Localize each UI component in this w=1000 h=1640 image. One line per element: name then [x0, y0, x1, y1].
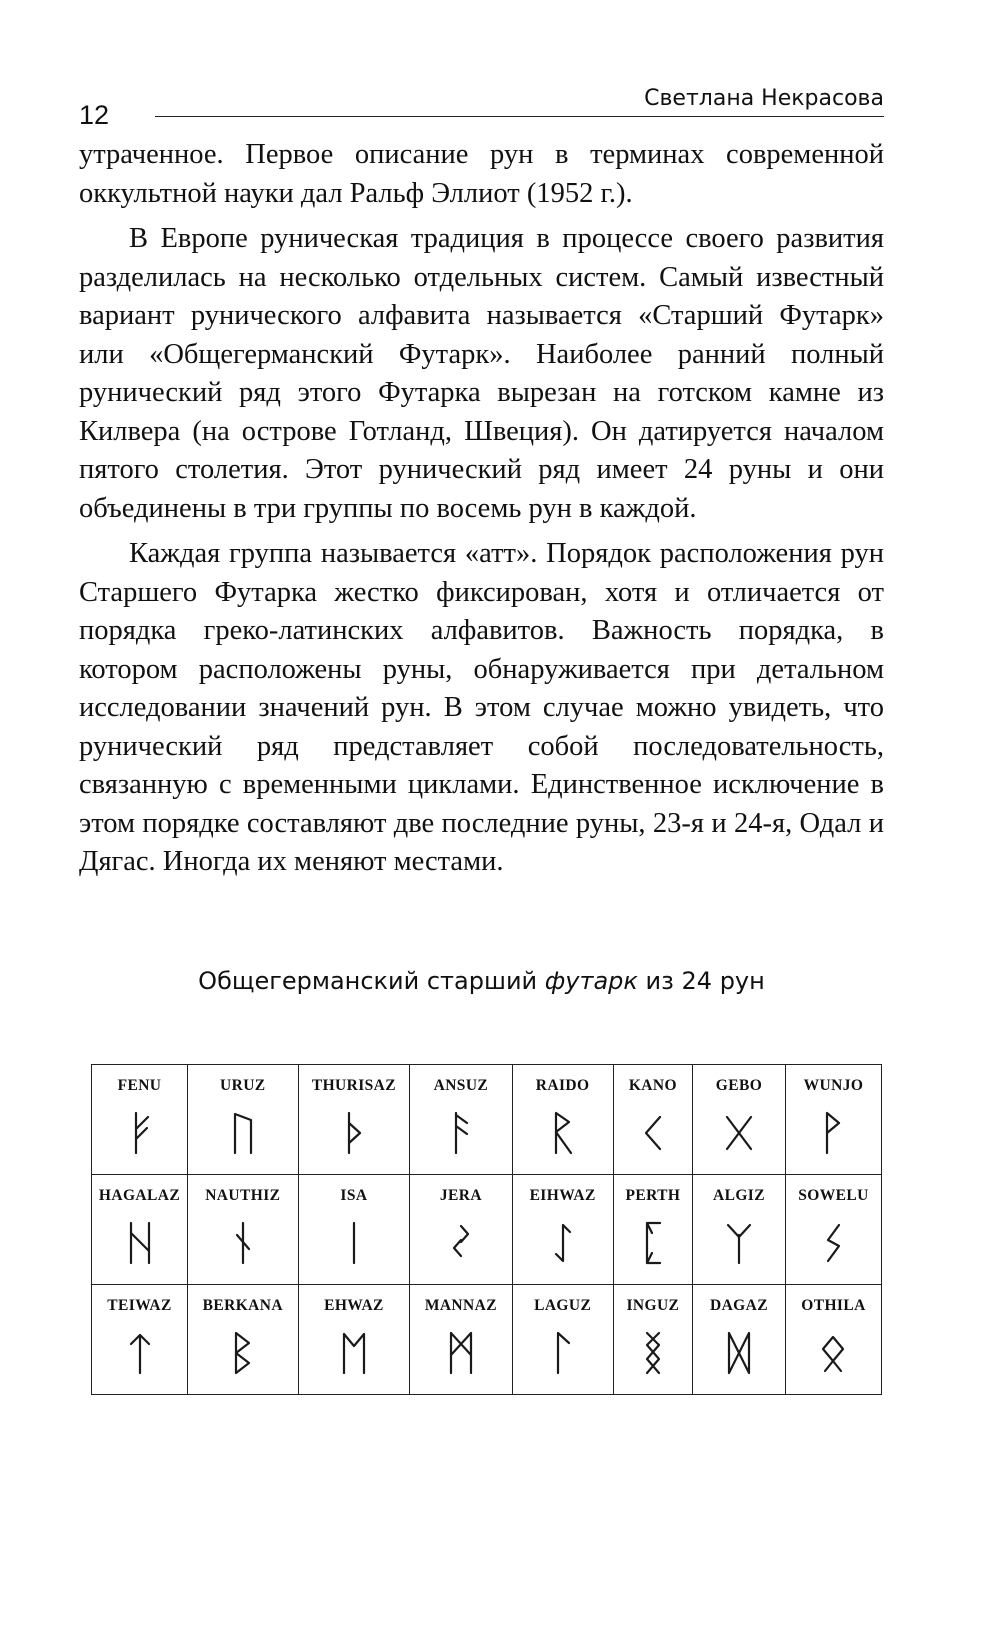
rune-cell: [92, 1285, 188, 1395]
teiwaz-rune-icon: [123, 1329, 157, 1375]
rune-name: PERTH: [625, 1187, 681, 1204]
rune-name: URUZ: [220, 1077, 266, 1094]
table-caption: [79, 967, 884, 995]
rune-cell: [512, 1285, 613, 1395]
caption-italic-word: футарк: [544, 967, 638, 995]
page-header: [79, 80, 884, 130]
fehu-rune-icon: [123, 1109, 157, 1155]
rune-name: HAGALAZ: [98, 1187, 181, 1204]
wunjo-rune-icon: [816, 1109, 850, 1155]
rune-cell: [785, 1285, 881, 1395]
rune-cell: [410, 1065, 512, 1175]
rune-name: DAGAZ: [710, 1297, 768, 1314]
rune-name: ALGIZ: [713, 1187, 765, 1204]
ansuz-rune-icon: [444, 1109, 478, 1155]
rune-row: [92, 1285, 882, 1395]
rune-name: INGUZ: [626, 1297, 680, 1314]
rune-name: BERKANA: [202, 1297, 283, 1314]
rune-name: THURISAZ: [311, 1077, 397, 1094]
laguz-rune-icon: [546, 1329, 580, 1375]
body-text: [79, 136, 884, 882]
rune-name: WUNJO: [803, 1077, 864, 1094]
rune-cell: [693, 1285, 786, 1395]
rune-cell: [188, 1065, 299, 1175]
rune-name: RAIDO: [535, 1077, 590, 1094]
rune-cell: [613, 1065, 692, 1175]
caption-text-start: Общегерманский старший: [198, 967, 545, 995]
rune-name: KANO: [628, 1077, 677, 1094]
rune-table: [91, 1064, 882, 1395]
nauthiz-rune-icon: [226, 1219, 260, 1265]
rune-name: NAUTHIZ: [205, 1187, 281, 1204]
rune-name: MANNAZ: [424, 1297, 497, 1314]
rune-name: ISA: [340, 1187, 368, 1204]
rune-cell: [188, 1285, 299, 1395]
jera-rune-icon: [444, 1219, 478, 1265]
page-number: 12: [79, 100, 110, 130]
uruz-rune-icon: [226, 1109, 260, 1155]
rune-row: [92, 1175, 882, 1285]
rune-cell: [298, 1285, 410, 1395]
rune-cell: [613, 1175, 692, 1285]
rune-cell: [410, 1175, 512, 1285]
paragraph-europe-tradition: В Европе руническая традиция в процессе своего развития разделилась на несколько отдельных систем. Самый известный вариант рунического алфавита называется «Старший Футарк» или «Общегерманский Футарк». Наиболее ранний полный рунический ряд этого Футарка вырезан на готском камне из Килвера (на острове Готланд, Швеция). Он датируется началом пятого столетия. Этот рунический ряд имеет 24 руны и они объединены в три группы по восемь рун в каждой.: [79, 223, 884, 524]
rune-name: EIHWAZ: [529, 1187, 596, 1204]
rune-cell: [298, 1065, 410, 1175]
eihwaz-rune-icon: [546, 1219, 580, 1265]
rune-cell: [298, 1175, 410, 1285]
raido-rune-icon: [546, 1109, 580, 1155]
inguz-rune-icon: [636, 1329, 670, 1375]
othila-rune-icon: [816, 1329, 850, 1375]
sowelu-rune-icon: [816, 1219, 850, 1265]
perth-rune-icon: [636, 1219, 670, 1265]
rune-cell: [613, 1285, 692, 1395]
header-rule: [155, 116, 884, 117]
rune-cell: [785, 1175, 881, 1285]
rune-cell: [92, 1175, 188, 1285]
rune-name: EHWAZ: [324, 1297, 384, 1314]
rune-name: OTHILA: [801, 1297, 866, 1314]
rune-row: [92, 1065, 882, 1175]
ehwaz-rune-icon: [337, 1329, 371, 1375]
rune-name: ANSUZ: [433, 1077, 489, 1094]
paragraph-att-groups: Каждая группа называется «атт». Порядок расположения рун Старшего Футарка жестко фиксирован, хотя и отличается от порядка греко-латинских алфавитов. Важность порядка, в котором расположены руны, обнаруживается при детальном исследовании значений рун. В этом случае можно увидеть, что рунический ряд представляет собой последовательность, связанную с временными циклами. Единственное исключение в этом порядке составляют две последние руны, 23-я и 24-я, Одал и Дягас. Иногда их меняют местами.: [79, 538, 884, 877]
algiz-rune-icon: [722, 1219, 756, 1265]
kano-rune-icon: [636, 1109, 670, 1155]
gebo-rune-icon: [722, 1109, 756, 1155]
rune-cell: [693, 1065, 786, 1175]
paragraph-continuation: утраченное. Первое описание рун в терминах современной оккультной науки дал Ральф Эллиот (1952 г.).: [79, 139, 884, 209]
rune-name: TEIWAZ: [107, 1297, 172, 1314]
mannaz-rune-icon: [444, 1329, 478, 1375]
rune-cell: [512, 1175, 613, 1285]
rune-cell: [92, 1065, 188, 1175]
rune-cell: [693, 1175, 786, 1285]
isa-rune-icon: [337, 1219, 371, 1265]
dagaz-rune-icon: [722, 1329, 756, 1375]
rune-cell: [512, 1065, 613, 1175]
berkana-rune-icon: [226, 1329, 260, 1375]
caption-text-end: из 24 рун: [637, 967, 765, 995]
thurisaz-rune-icon: [337, 1109, 371, 1155]
rune-name: LAGUZ: [534, 1297, 592, 1314]
rune-name: SOWELU: [798, 1187, 869, 1204]
rune-name: FENU: [117, 1077, 162, 1094]
rune-cell: [785, 1065, 881, 1175]
hagalaz-rune-icon: [123, 1219, 157, 1265]
rune-name: JERA: [439, 1187, 482, 1204]
rune-name: GEBO: [715, 1077, 763, 1094]
running-head-author: Светлана Некрасова: [644, 86, 884, 111]
rune-cell: [410, 1285, 512, 1395]
rune-cell: [188, 1175, 299, 1285]
